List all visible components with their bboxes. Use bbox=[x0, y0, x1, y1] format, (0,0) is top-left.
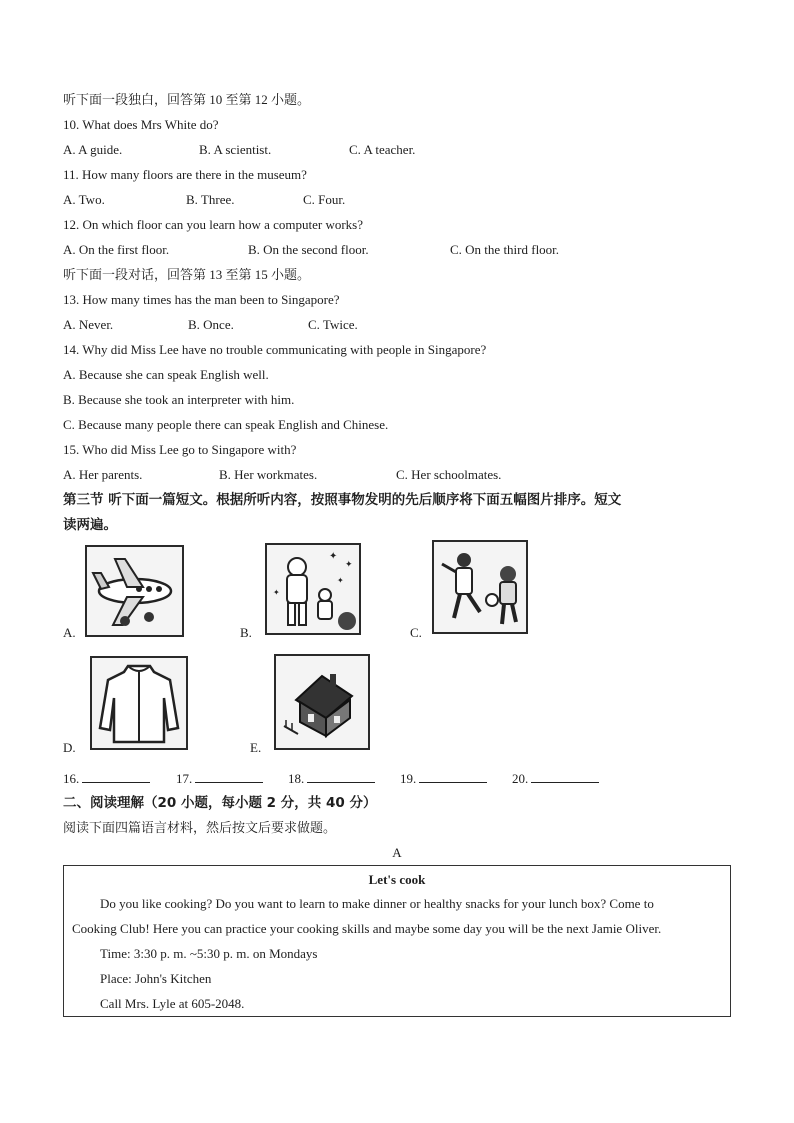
question-10-stem: 10. What does Mrs White do? bbox=[63, 117, 219, 132]
answer-blank-17-number: 17. bbox=[176, 771, 193, 786]
passage-para1-line2: Cooking Club! Here you can practice your cooking skills and maybe some day you will be the next Jamie Oliver. bbox=[72, 921, 662, 936]
question-13-stem: 13. How many times has the man been to Singapore? bbox=[63, 292, 340, 307]
question-11-stem: 11. How many floors are there in the museum? bbox=[63, 167, 307, 182]
passage-para1-line1: Do you like cooking? Do you want to learn to make dinner or healthy snacks for your lunch box? Come to bbox=[100, 896, 654, 911]
question-12-option-a: A. On the first floor. bbox=[63, 242, 170, 257]
question-13-option-a: A. Never. bbox=[63, 317, 114, 332]
section-intro-10-12: 听下面一段独白，回答第 10 至第 12 小题。 bbox=[63, 92, 311, 107]
answer-blank-18-number: 18. bbox=[288, 771, 305, 786]
question-14-option-c: C. Because many people there can speak English and Chinese. bbox=[63, 417, 389, 432]
question-15-stem: 15. Who did Miss Lee go to Singapore with? bbox=[63, 442, 297, 457]
astronauts-icon bbox=[265, 543, 361, 635]
answer-blank-18[interactable] bbox=[288, 770, 375, 787]
reading-instruction: 阅读下面四篇语言材料，然后按文后要求做题。 bbox=[63, 820, 337, 835]
passage-box bbox=[63, 865, 731, 1017]
svg-text:✦: ✦ bbox=[345, 559, 353, 569]
question-11-option-a: A. Two. bbox=[63, 192, 105, 207]
answer-blank-17-line[interactable] bbox=[195, 770, 263, 783]
answer-blank-20-number: 20. bbox=[512, 771, 529, 786]
answer-blank-16-line[interactable] bbox=[82, 770, 150, 783]
coat-icon bbox=[90, 656, 188, 750]
picture-a-label: A. bbox=[63, 625, 76, 640]
section3-heading: 第三节 听下面一篇短文。根据所听内容，按照事物发明的先后顺序将下面五幅图片排序。短文 bbox=[63, 492, 622, 508]
football-players-icon bbox=[432, 540, 528, 634]
answer-blank-19-line[interactable] bbox=[419, 770, 487, 783]
question-14-option-b: B. Because she took an interpreter with him. bbox=[63, 392, 295, 407]
picture-d-label: D. bbox=[63, 740, 76, 755]
answer-blank-16-number: 16. bbox=[63, 771, 80, 786]
answer-blank-19-number: 19. bbox=[400, 771, 417, 786]
question-13-option-b: B. Once. bbox=[188, 317, 234, 332]
answer-blank-20[interactable] bbox=[512, 770, 599, 787]
question-11-option-b: B. Three. bbox=[186, 192, 235, 207]
passage-place: Place: John's Kitchen bbox=[100, 971, 212, 986]
passage-letter: A bbox=[392, 845, 402, 860]
airplane-icon bbox=[85, 545, 184, 637]
question-14-option-a: A. Because she can speak English well. bbox=[63, 367, 269, 382]
svg-text:✦: ✦ bbox=[329, 551, 338, 562]
question-11-option-c: C. Four. bbox=[303, 192, 346, 207]
question-12-option-b: B. On the second floor. bbox=[248, 242, 369, 257]
question-10-option-c: C. A teacher. bbox=[349, 142, 416, 157]
question-10-option-a: A. A guide. bbox=[63, 142, 123, 157]
question-15-option-a: A. Her parents. bbox=[63, 467, 143, 482]
question-12-option-c: C. On the third floor. bbox=[450, 242, 560, 257]
passage-title: Let's cook bbox=[368, 872, 426, 887]
question-14-stem: 14. Why did Miss Lee have no trouble communicating with people in Singapore? bbox=[63, 342, 487, 357]
picture-e-label: E. bbox=[250, 740, 262, 755]
picture-b-label: B. bbox=[240, 625, 252, 640]
question-12-stem: 12. On which floor can you learn how a computer works? bbox=[63, 217, 363, 232]
answer-blank-17[interactable] bbox=[176, 770, 263, 787]
answer-blank-20-line[interactable] bbox=[531, 770, 599, 783]
picture-c-label: C. bbox=[410, 625, 422, 640]
question-15-option-b: B. Her workmates. bbox=[219, 467, 318, 482]
question-13-option-c: C. Twice. bbox=[308, 317, 358, 332]
answer-blank-18-line[interactable] bbox=[307, 770, 375, 783]
section3-heading-cont: 读两遍。 bbox=[63, 517, 117, 533]
section-intro-13-15: 听下面一段对话，回答第 13 至第 15 小题。 bbox=[63, 267, 311, 282]
passage-call: Call Mrs. Lyle at 605-2048. bbox=[100, 996, 245, 1011]
svg-text:✦: ✦ bbox=[273, 588, 280, 597]
answer-blank-19[interactable] bbox=[400, 770, 487, 787]
passage-time: Time: 3:30 p. m. ~5:30 p. m. on Mondays bbox=[100, 946, 318, 961]
answer-blank-16[interactable] bbox=[63, 770, 150, 787]
reading-heading: 二、阅读理解（20 小题，每小题 2 分，共 40 分） bbox=[63, 795, 377, 811]
question-10-option-b: B. A scientist. bbox=[199, 142, 272, 157]
house-icon bbox=[274, 654, 370, 750]
question-15-option-c: C. Her schoolmates. bbox=[396, 467, 502, 482]
svg-text:✦: ✦ bbox=[337, 576, 344, 585]
